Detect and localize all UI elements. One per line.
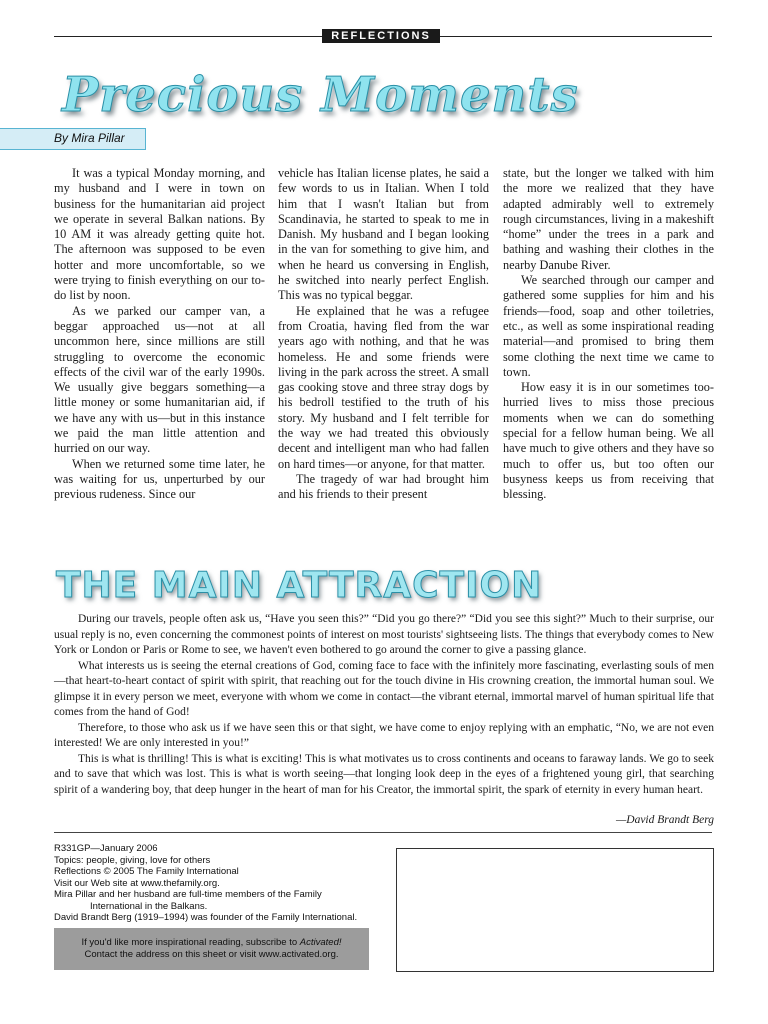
footer-info bbox=[54, 843, 394, 924]
signature: —David Brandt Berg bbox=[616, 814, 714, 826]
article-title: Precious Moments bbox=[62, 67, 579, 123]
footer-line: R331GP—January 2006 bbox=[54, 843, 158, 854]
paragraph: How easy it is in our sometimes too-hurried lives to miss those precious moments when we can do something special for a fellow human being. We all have much to give others and they have so much to offer us, but too often our busyness keeps us from receiving that blessing. bbox=[503, 380, 714, 502]
paragraph: When we returned some time later, he was waiting for us, unperturbed by our previous rudeness. Since our bbox=[54, 456, 265, 502]
subscribe-line-2: Contact the address on this sheet or visit www.activated.org. bbox=[84, 949, 339, 960]
activated-title: Activated! bbox=[299, 937, 342, 948]
section-title: THE MAIN ATTRACTION bbox=[56, 565, 543, 606]
paragraph: state, but the longer we talked with him the more we realized that they have adapted admirably well to extremely rough circumstances, living in a makeshift “home” under the trees in a park and bathing and washing their clothes in the nearby Danube River. bbox=[503, 166, 714, 272]
main-attraction-text bbox=[54, 612, 714, 798]
footer-line: Topics: people, giving, love for others bbox=[54, 854, 211, 866]
paragraph: What interests us is seeing the eternal creations of God, coming face to face with the infinitely more fascinating, everlasting souls of men—that heart-to-heart contact of spirit with spirit, that reaching out for the touch divine in His crowning creation, the immortal human soul. We glimpse it in every person we meet, everyone with whom we come in contact—the vibrant eternal, immortal marvel of human spiritual life that comes from the hand of God! bbox=[54, 659, 714, 718]
subscribe-box bbox=[54, 928, 369, 970]
paragraph: As we parked our camper van, a beggar approached us—not at all uncommon here, since millions are still struggling to overcome the economic effects of the civil war of the early 1990s. We usually give beggars something—a little money or some humanitarian aid, if we have any with us—but in this instance we paid the man little attention and hurried on our way. bbox=[54, 303, 265, 456]
paragraph: Therefore, to those who ask us if we have seen this or that sight, we have come to enjoy replying with an emphatic, “No, we are not even interested! We are only interested in you!” bbox=[54, 721, 714, 749]
paragraph: It was a typical Monday morning, and my husband and I were in town on business for the humanitarian aid project we operate in several Balkan nations. By 10 AM it was already getting quite hot. The afternoon was supposed to be even hotter and more uncomfortable, so we were trying to finish everything on our to-do list by noon. bbox=[54, 166, 265, 303]
bottom-rule bbox=[54, 832, 712, 833]
byline: By Mira Pillar bbox=[54, 131, 125, 145]
section-tag: REFLECTIONS bbox=[322, 29, 440, 43]
paragraph: We searched through our camper and gathered some supplies for him and his friends—food, soap and other toiletries, etc., as well as some inspirational reading material—and promised to bring them some clothing the next time we came to town. bbox=[503, 273, 714, 379]
footer-line: Visit our Web site at www.thefamily.org. bbox=[54, 877, 220, 889]
footer-line: Reflections © 2005 The Family International bbox=[54, 866, 239, 877]
footer-line: International in the Balkans. bbox=[90, 900, 208, 912]
footer-line: Mira Pillar and her husband are full-time members of the Family bbox=[54, 889, 322, 900]
paragraph: During our travels, people often ask us, “Have you seen this?” “Did you go there?” “Did you see this sight?” Much to their surprise, our usual reply is no, even concerning the commonest points of interest on most tourists' sightseeing lists. The things that everybody comes to New York or London or Paris or Rome to see, we haven't even bothered to go around the corner to give a passing glance. bbox=[54, 613, 714, 656]
paragraph: This is what is thrilling! This is what is exciting! This is what motivates us to cross continents and oceans to faraway lands. We go to seek and to save that which was lost. This is what is worth seeing—that longing look deep in the eyes of a frightened young girl, that searching spirit of a wandering boy, that deep hunger in the heart of man for his Creator, the immortal spirit, the spark of eternity in every human heart. bbox=[54, 752, 714, 796]
subscribe-line-1 bbox=[54, 937, 369, 949]
paragraph: The tragedy of war had brought him and his friends to their present bbox=[278, 471, 489, 502]
subscribe-text: If you'd like more inspirational reading, subscribe to bbox=[81, 937, 300, 948]
article-column-3 bbox=[503, 166, 714, 521]
paragraph: He explained that he was a refugee from Croatia, having fled from the war years ago with nothing, and that he was homeless. He and some friends were living in the park across the street. A small gas cooking stove and three stray dogs by his bedroll testified to the truth of his story. My husband and I felt terrible for the way we had treated this obviously decent and intelligent man who had fallen on hard times—or anyone, for that matter. bbox=[278, 303, 489, 471]
article-column-2 bbox=[278, 166, 489, 521]
address-box bbox=[396, 848, 714, 972]
paragraph: vehicle has Italian license plates, he said a few words to us in Italian. When I told him that I wasn't Italian but from Scandinavia, he started to speak to me in Danish. My husband and I began looking in the van for something to give him, and when he heard us conversing in English, he switched into nearly perfect English. This was no typical beggar. bbox=[278, 166, 489, 303]
footer-line: David Brandt Berg (1919–1994) was founder of the Family International. bbox=[54, 912, 358, 923]
article-column-1 bbox=[54, 166, 265, 521]
